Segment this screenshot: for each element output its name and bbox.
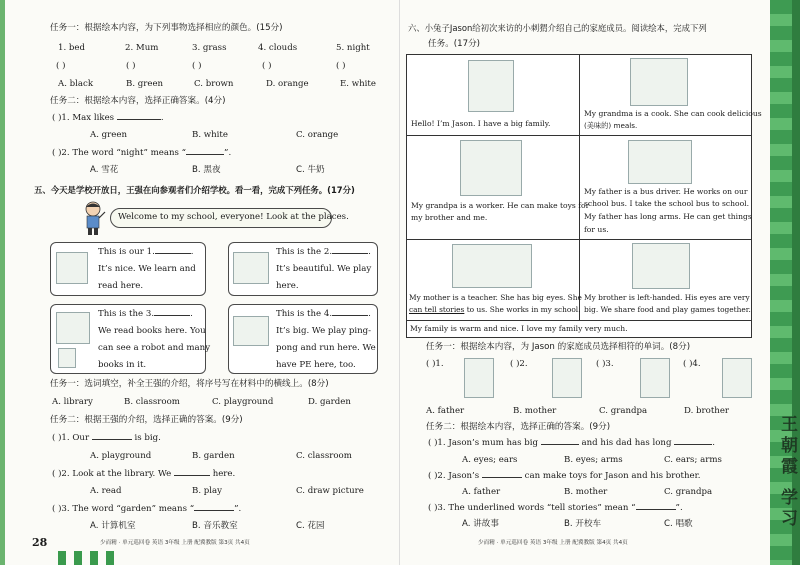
answer-paren[interactable]: ( ) [126,61,136,71]
grandma-cooking-picture [630,58,688,106]
box1-line-2: It’s nice. We learn and [98,264,196,274]
option: D. brother [684,406,730,416]
task1-item-2: 2. Mum [125,43,159,53]
box3-line-3: can see a robot and many [98,343,211,353]
school-bus-picture [628,140,692,184]
answer-blank[interactable] [117,119,161,120]
box1-line-3: read here. [98,281,144,291]
option: A. father [426,406,465,416]
answer-blank[interactable] [155,253,191,254]
task1-item-4: 4. clouds [258,43,298,53]
r-task1-label-4[interactable]: ( )4. [683,359,701,369]
box3-line-4: books in it. [98,360,147,370]
box2-line-1: This is the 2. . [276,247,371,257]
brothers-eating-picture [632,243,690,289]
cell-1-text: Hello! I’m Jason. I have a big family. [411,119,551,128]
bunny-figure-3 [640,358,670,398]
cell-5-line-1: My mother is a teacher. She has big eyes. She [409,293,582,302]
option: A. library [52,397,93,407]
option: B. mother [513,406,557,416]
option: B. mother [564,487,608,497]
option: A. 讲故事 [462,519,499,529]
option: B. 开校车 [564,519,602,529]
box3-line-1: This is the 3. . [98,309,193,319]
grid-vline [579,54,580,320]
box1-line-1: This is our 1. . [98,247,194,257]
answer-blank[interactable] [92,439,132,440]
bunny-figure-2 [552,358,582,398]
cell-5-line-2: can tell stories to us. She works in my school. [409,305,581,314]
answer-blank[interactable] [332,253,368,254]
cell-3-line-1: My grandpa is a worker. He can make toys for [411,201,590,210]
r-task2-title: 任务二：根据绘本内容，选择正确的答案。(9分) [426,422,611,432]
task2-question-2: ( )2. The word “night” means “ ”. [52,148,232,158]
option: B. classroom [124,397,180,407]
option: C. 牛奶 [296,165,325,175]
answer-blank[interactable] [332,315,368,316]
answer-paren[interactable]: ( ) [56,61,66,71]
box2-line-3: here. [276,281,299,291]
left-border [0,0,5,565]
r-question-3: ( )3. The underlined words “tell stories” mean “ ”. [428,503,683,513]
answer-blank[interactable] [186,154,224,155]
answer-blank[interactable] [194,510,234,511]
page-number: 28 [32,536,48,549]
option: B. 黑夜 [192,165,221,175]
task1-title: 任务一：根据绘本内容，为下列事物选择相应的颜色。(15分) [50,23,283,33]
bunny-figure-1 [464,358,494,398]
option: A. playground [90,451,152,461]
playground-picture [233,316,269,346]
task1-item-5: 5. night [336,43,370,53]
option: C. 花园 [296,521,325,531]
option: C. 唱歌 [664,519,693,529]
section6-title: 六、小兔子Jason给初次来访的小刺猬介绍自己的家庭成员。阅读绘本，完成下列 [408,23,707,33]
answer-blank[interactable] [174,475,210,476]
color-option: E. white [340,79,376,89]
cell-4-line-2: school bus. I take the school bus to school. [584,199,750,208]
box4-line-4: have PE here, too. [276,360,356,370]
speech-text: Welcome to my school, everyone! Look at the places. [118,212,349,222]
option: C. grandpa [664,487,713,497]
option: B. white [192,130,228,140]
option: C. draw picture [296,486,364,496]
jason-picture [468,60,514,112]
color-option: A. black [58,79,94,89]
option: C. grandpa [599,406,648,416]
box4-line-2: It’s big. We play ping- [276,326,372,336]
r-task1-label-3[interactable]: ( )3. [596,359,614,369]
cell-4-line-3: My father has long arms. He can get things [584,212,752,221]
closing-line: My family is warm and nice. I love my family very much. [410,324,628,333]
section6-title-cont: 任务。(17分) [428,39,481,49]
option: A. 计算机室 [90,521,136,531]
color-option: C. brown [194,79,234,89]
garden-picture [233,252,269,284]
option: A. green [90,130,127,140]
grid-hline [406,135,752,136]
answer-blank[interactable] [636,509,676,510]
option: B. play [192,486,223,496]
grid-hline [406,320,752,321]
right-footer: 少而精 · 单元巡回卷 英语 3年级 上册 配冀教版 第4页 共4页 [478,540,628,546]
cell-3-line-2: my brother and me. [411,213,488,222]
s5-question-3: ( )3. The word “garden” means “ ”. [52,504,242,514]
answer-paren[interactable]: ( ) [262,61,272,71]
s5-task1-title: 任务一：选词填空，补全王强的介绍，将序号写在材料中的横线上。(8分) [50,379,329,389]
box4-line-3: pong and run here. We [276,343,376,353]
answer-paren[interactable]: ( ) [336,61,346,71]
cell-4-line-1: My father is a bus driver. He works on our [584,187,748,196]
task1-item-1: 1. bed [58,43,86,53]
s5-question-2: ( )2. Look at the library. We here. [52,469,236,479]
side-brand-text: 王朝霞 学习 [777,415,797,530]
box2-line-2: It’s beautiful. We play [276,264,372,274]
answer-blank[interactable] [482,477,522,478]
box3-line-2: We read books here. You [98,326,206,336]
option: C. playground [212,397,274,407]
answer-blank[interactable] [154,315,190,316]
tell-stories-underlined: can tell stories [409,305,465,314]
color-option: B. green [126,79,164,89]
answer-blank[interactable] [541,444,579,445]
robot-picture [58,348,76,368]
left-footer: 少而精 · 单元巡回卷 英语 3年级 上册 配冀教版 第3页 共4页 [100,540,250,546]
cell-2-line-1: My grandma is a cook. She can cook delicious [584,109,762,118]
r-task1-label-2[interactable]: ( )2. [510,359,528,369]
answer-blank[interactable] [674,444,712,445]
option: B. eyes; arms [564,455,623,465]
grandpa-worker-picture [460,140,522,196]
option: C. classroom [296,451,352,461]
classroom-picture [56,252,88,284]
box4-line-1: This is the 4. . [276,309,371,319]
task2-question-1: ( )1. Max likes . [52,113,164,123]
option: A. 雪花 [90,165,119,175]
mother-teacher-picture [452,244,532,288]
answer-paren[interactable]: ( ) [192,61,202,71]
section5-title: 五、今天是学校开放日，王强在向参观者们介绍学校。看一看，完成下列任务。(17分) [34,185,355,195]
option: B. 音乐教室 [192,521,238,531]
task1-item-3: 3. grass [192,43,227,53]
option: B. garden [192,451,235,461]
option: A. eyes; ears [462,455,518,465]
option: D. garden [308,397,351,407]
option: A. read [90,486,122,496]
s5-task2-title: 任务二：根据王强的介绍，选择正确的答案。(9分) [50,415,243,425]
r-question-1: ( )1. Jason’s mum has big and his dad has long . [428,438,715,448]
grid-hline [406,239,752,240]
cell-4-line-4: for us. [584,225,609,234]
r-task1-title: 任务一：根据绘本内容，为 Jason 的家庭成员选择相符的单词。(8分) [426,342,691,352]
r-task1-label-1[interactable]: ( )1. [426,359,444,369]
bottom-green-stripes [58,551,114,565]
bunny-figure-4 [722,358,752,398]
option: C. ears; arms [664,455,722,465]
library-picture [56,312,90,344]
s5-question-1: ( )1. Our is big. [52,433,161,443]
color-option: D. orange [266,79,309,89]
cell-6-line-2: big. We share food and play games together. [584,305,751,314]
r-question-2: ( )2. Jason’s can make toys for Jason and his brother. [428,471,701,481]
cell-6-line-1: My brother is left-handed. His eyes are very [584,293,750,302]
boy-illustration [80,200,106,236]
task2-title: 任务二：根据绘本内容，选择正确答案。(4分) [50,96,226,106]
center-fold [399,0,400,565]
option: A. father [462,487,501,497]
cell-2-line-2: (美味的) meals. [584,121,638,130]
option: C. orange [296,130,339,140]
